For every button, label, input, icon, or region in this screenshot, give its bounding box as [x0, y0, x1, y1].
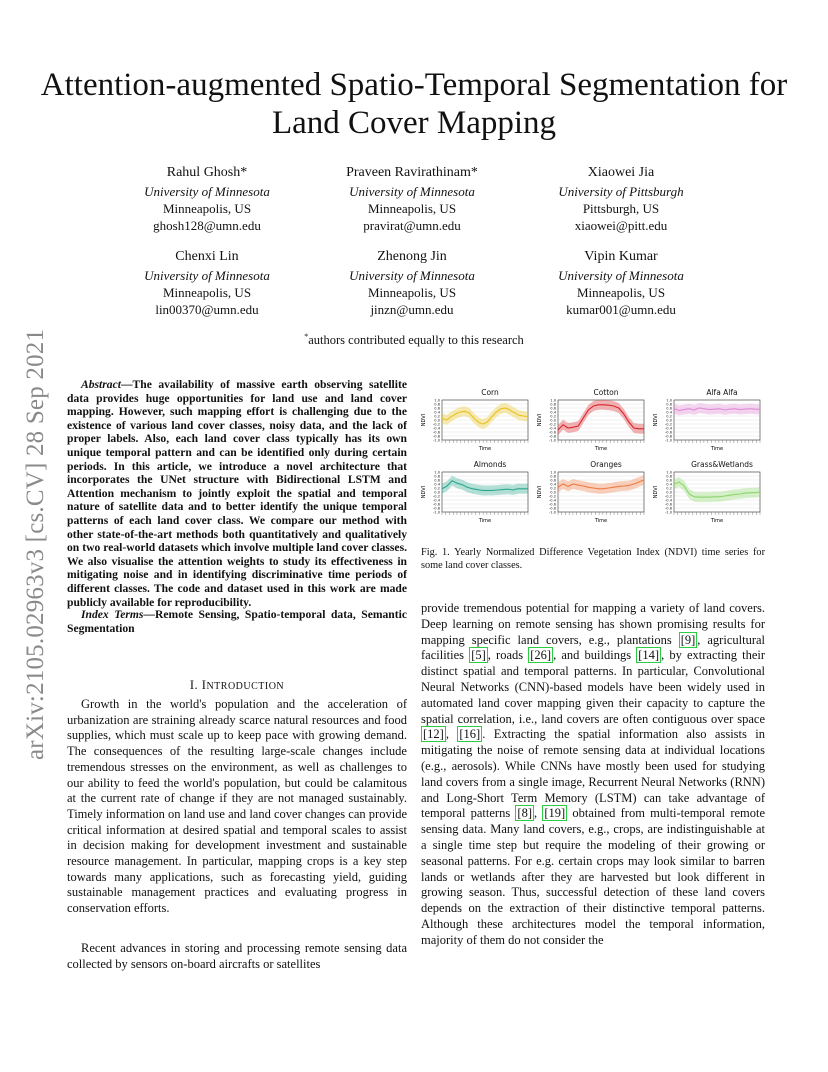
ndvi-panel	[420, 462, 532, 530]
y-tick-label: 0.2	[434, 414, 440, 419]
author-affiliation: University of Minnesota	[144, 268, 270, 283]
y-tick-label: 0.6	[434, 406, 440, 411]
y-tick-label: -0.8	[432, 506, 440, 511]
author-email: lin00370@umn.edu	[155, 302, 259, 317]
y-tick-label: 0.8	[550, 402, 556, 407]
ndvi-plot	[536, 396, 648, 464]
y-tick-label: -0.8	[548, 506, 556, 511]
y-tick-label: -0.2	[548, 422, 556, 427]
author-location: Minneapolis, US	[162, 285, 252, 300]
y-tick-label: -0.4	[548, 498, 556, 503]
author-affiliation: University of Minnesota	[558, 268, 684, 283]
author-location: Minneapolis, US	[162, 201, 252, 216]
y-tick-label: 0.4	[434, 410, 440, 415]
y-tick-label: 0.0	[666, 490, 672, 495]
section-number: I.	[189, 678, 199, 692]
y-tick-label: -0.8	[548, 434, 556, 439]
y-tick-label: 0.2	[550, 486, 556, 491]
intro-paragraph-1: Growth in the world's population and the acceleration of urbanization are straining already scarce natural resources and food supplies, which must scale up to keep pace with growing demand. The consequences of the resulting large-scale changes include tremendous stresses on the environment, as well as challenges to our ability to feed the world's population, but could be calamitous at the current rate of change if they are not managed sustainably. Timely information on land use and land cover changes can provide critical information at desired spatial and temporal scales to assist in decision making for development investment and sustainable resource management. In particular, mapping crops is a key step towards many applications, such as forecasting yield, guiding sustainable management practices and evaluating progress in conservation efforts.	[67, 697, 407, 916]
y-axis-label: NDVI	[537, 485, 543, 499]
abstract-label: Abstract	[81, 378, 121, 391]
y-tick-label: 0.6	[434, 478, 440, 483]
x-axis-label: Time	[710, 446, 724, 452]
author-email: kumar001@umn.edu	[566, 302, 676, 317]
y-tick-label: -0.6	[548, 502, 556, 507]
y-tick-label: -1.0	[664, 438, 672, 443]
x-axis-label: Time	[710, 518, 724, 524]
panel-title: Almonds	[473, 460, 507, 469]
ndvi-panel	[652, 390, 764, 458]
y-tick-label: -0.4	[432, 498, 440, 503]
author-affiliation: University of Minnesota	[144, 184, 270, 199]
y-tick-label: -0.6	[432, 430, 440, 435]
citation-link[interactable]: [26]	[530, 648, 552, 663]
y-tick-label: -0.8	[664, 434, 672, 439]
y-tick-label: 0.2	[434, 486, 440, 491]
index-terms-label: Index Terms	[81, 608, 144, 621]
author-email: pravirat@umn.edu	[363, 218, 461, 233]
index-terms	[67, 608, 407, 635]
author-email: ghosh128@umn.edu	[153, 218, 261, 233]
author-name: Chenxi Lin	[175, 249, 239, 264]
y-tick-label: -0.2	[664, 494, 672, 499]
ndvi-panel	[420, 390, 532, 458]
y-tick-label: 1.0	[434, 398, 440, 403]
citation-link[interactable]: [8]	[517, 806, 532, 821]
y-tick-label: 0.4	[550, 410, 556, 415]
ndvi-plot	[536, 468, 648, 536]
author-affiliation: University of Minnesota	[349, 184, 475, 199]
panel-title: Alfa Alfa	[706, 388, 738, 397]
intro-paragraph-2: Recent advances in storing and processing remote sensing data collected by sensors on-board aircrafts or satellites	[67, 941, 407, 971]
y-tick-label: 0.8	[434, 402, 440, 407]
y-tick-label: -0.2	[432, 494, 440, 499]
y-tick-label: -0.2	[664, 422, 672, 427]
y-tick-label: 1.0	[666, 470, 672, 475]
x-axis-label: Time	[594, 446, 608, 452]
equal-contribution-text: authors contributed equally to this research	[308, 333, 524, 348]
author-name: Vipin Kumar	[584, 249, 658, 264]
y-tick-label: 1.0	[434, 470, 440, 475]
y-tick-label: -0.6	[432, 502, 440, 507]
y-tick-label: 0.8	[666, 474, 672, 479]
y-tick-label: 0.8	[550, 474, 556, 479]
y-tick-label: -1.0	[432, 438, 440, 443]
author-location: Minneapolis, US	[367, 285, 457, 300]
y-tick-label: -0.2	[548, 494, 556, 499]
citation-link[interactable]: [9]	[680, 632, 696, 647]
y-tick-label: 0.4	[434, 482, 440, 487]
y-tick-label: 0.4	[666, 482, 672, 487]
author-location: Pittsburgh, US	[582, 201, 660, 216]
y-tick-label: 0.4	[550, 482, 556, 487]
equal-contribution-note: *authors contributed equally to this research	[304, 332, 524, 348]
y-tick-label: 0.8	[666, 402, 672, 407]
x-axis-label: Time	[594, 518, 608, 524]
y-tick-label: 0.6	[666, 478, 672, 483]
author-location: Minneapolis, US	[576, 285, 666, 300]
panel-title: Cotton	[593, 388, 619, 397]
author-email: jinzn@umn.edu	[370, 302, 454, 317]
author-block	[107, 164, 307, 234]
y-tick-label: -0.4	[432, 426, 440, 431]
y-tick-label: -0.8	[432, 434, 440, 439]
author-block	[521, 164, 721, 234]
y-axis-label: NDVI	[421, 413, 427, 427]
panel-title: Oranges	[590, 460, 622, 469]
y-tick-label: 1.0	[666, 398, 672, 403]
y-tick-label: 0.0	[666, 418, 672, 423]
author-block	[312, 248, 512, 318]
y-tick-label: -0.4	[548, 426, 556, 431]
panel-title: Grass&Wetlands	[691, 460, 753, 469]
y-tick-label: 0.2	[666, 486, 672, 491]
author-email: xiaowei@pitt.edu	[574, 218, 668, 233]
y-tick-label: 1.0	[550, 470, 556, 475]
ndvi-plot	[652, 468, 764, 536]
citation-link[interactable]: [19]	[544, 806, 566, 821]
y-axis-label: NDVI	[653, 485, 659, 499]
author-name: Rahul Ghosh*	[166, 165, 248, 180]
y-tick-label: -0.8	[664, 506, 672, 511]
intro-paragraph-right: provide tremendous potential for mapping a variety of land covers. Deep learning on remote sensing has shown promising results for mapping specific land covers, e.g., plantations [9] , agricultural facilities [5] , roads [26] , and buildings [14] , by extracting their distinct spatial and temporal patterns. In particular, Convolutional Neural Networks (CNN)-based models have been widely used in automated land cover mapping given their capacity to capture the spatial correlation, i.e., land covers are often contiguous over space [12] , [16] . Extracting the spatial information also assists in mitigating the noise of remote sensing data at individual locations (e.g., aerosols). While CNNs have mostly been used for studying land covers from a single image, Recurrent Neural Networks (RNN) and Long-Short Term Memory (LSTM) can take advantage of temporal patterns [8] , [19] obtained from multi-temporal remote sensing data. Many land covers, e.g., crops, are indistinguishable at a single time step but require the modeling of their growing or seasonal patterns. For e.g. certain crops may look similar to barren lands or wetlands after they are harvested but look different in growing season. Thus, successful detection of these land covers depends on the extraction of their distinctive temporal patterns. Although these architectures model the temporal information, majority of them do not consider the	[421, 601, 766, 947]
ndvi-plot	[420, 396, 532, 464]
y-tick-label: 1.0	[550, 398, 556, 403]
section-title-first: I	[201, 678, 207, 692]
author-affiliation: University of Pittsburgh	[558, 184, 684, 199]
y-tick-label: -0.6	[664, 502, 672, 507]
y-tick-label: 0.0	[434, 490, 440, 495]
y-axis-label: NDVI	[421, 485, 427, 499]
abstract	[67, 378, 407, 609]
ndvi-panel	[652, 462, 764, 530]
panel-title: Corn	[481, 388, 499, 397]
y-tick-label: -1.0	[548, 510, 556, 515]
y-tick-label: -1.0	[548, 438, 556, 443]
y-tick-label: 0.2	[550, 414, 556, 419]
ndvi-std-band	[442, 476, 528, 496]
y-tick-label: 0.4	[666, 410, 672, 415]
figure-ndvi	[420, 390, 765, 530]
author-name: Praveen Ravirathinam*	[346, 165, 478, 180]
y-tick-label: 0.6	[550, 478, 556, 483]
y-tick-label: -1.0	[664, 510, 672, 515]
section-title-rest: NTRODUCTION	[206, 681, 285, 692]
ndvi-panel	[536, 462, 648, 530]
y-tick-label: 0.0	[550, 490, 556, 495]
author-affiliation: University of Minnesota	[349, 268, 475, 283]
y-tick-label: -0.2	[432, 422, 440, 427]
y-tick-label: -1.0	[432, 510, 440, 515]
author-block	[521, 248, 721, 318]
y-axis-label: NDVI	[537, 413, 543, 427]
y-tick-label: -0.4	[664, 426, 672, 431]
x-axis-label: Time	[478, 446, 492, 452]
y-tick-label: 0.8	[434, 474, 440, 479]
y-tick-label: -0.6	[664, 430, 672, 435]
citation-link[interactable]: [12]	[423, 727, 444, 742]
abstract-text: —The availability of massive earth observing satellite data provides huge opportunities for land use and land cover mapping. However, such mapping effort is challenging due to the existence of various land cover classes, noisy data, and the lack of proper labels. Also, each land cover class typically has its own unique temporal pattern and can be identified only during certain periods. In this article, we introduce a novel architecture that incorporates the UNet structure with Bidirectional LSTM and Attention mechanism to jointly exploit the spatial and temporal nature of satellite data and to better identify the unique temporal patterns of each land cover class. We compare our method with other state-of-the-art methods both quantitatively and qualitatively on two real-world datasets which involve multiple land cover classes. We also visualise the attention weights to study its effectiveness in mitigating noise and in identifying discriminative time periods of different classes. The code and dataset used in this work are made publicly available for reproducibility.	[67, 378, 407, 609]
ndvi-plot	[652, 396, 764, 464]
ndvi-panel	[536, 390, 648, 458]
citation-link[interactable]: [5]	[471, 648, 486, 663]
y-tick-label: 0.6	[666, 406, 672, 411]
author-block	[107, 248, 307, 318]
ndvi-plot	[420, 468, 532, 536]
y-tick-label: 0.2	[666, 414, 672, 419]
citation-link[interactable]: [16]	[459, 727, 481, 742]
y-tick-label: 0.0	[550, 418, 556, 423]
x-axis-label: Time	[478, 518, 492, 524]
section-heading-introduction	[67, 678, 407, 693]
y-tick-label: -0.4	[664, 498, 672, 503]
index-terms-text: —Remote Sensing, Spatio-temporal data, Semantic Segmentation	[67, 608, 407, 635]
y-tick-label: 0.6	[550, 406, 556, 411]
author-name: Zhenong Jin	[377, 249, 447, 264]
y-axis-label: NDVI	[653, 413, 659, 427]
figure-caption: Fig. 1. Yearly Normalized Difference Vegetation Index (NDVI) time series for some land cover classes.	[421, 547, 765, 571]
author-block	[312, 164, 512, 234]
paper-title: Attention-augmented Spatio-Temporal Segmentation for Land Cover Mapping	[40, 67, 788, 141]
author-location: Minneapolis, US	[367, 201, 457, 216]
citation-link[interactable]: [14]	[638, 648, 660, 663]
author-name: Xiaowei Jia	[587, 165, 655, 180]
y-tick-label: 0.0	[434, 418, 440, 423]
arxiv-identifier-text: arXiv:2105.02963v3 [cs.CV] 28 Sep 2021	[22, 328, 49, 760]
y-tick-label: -0.6	[548, 430, 556, 435]
